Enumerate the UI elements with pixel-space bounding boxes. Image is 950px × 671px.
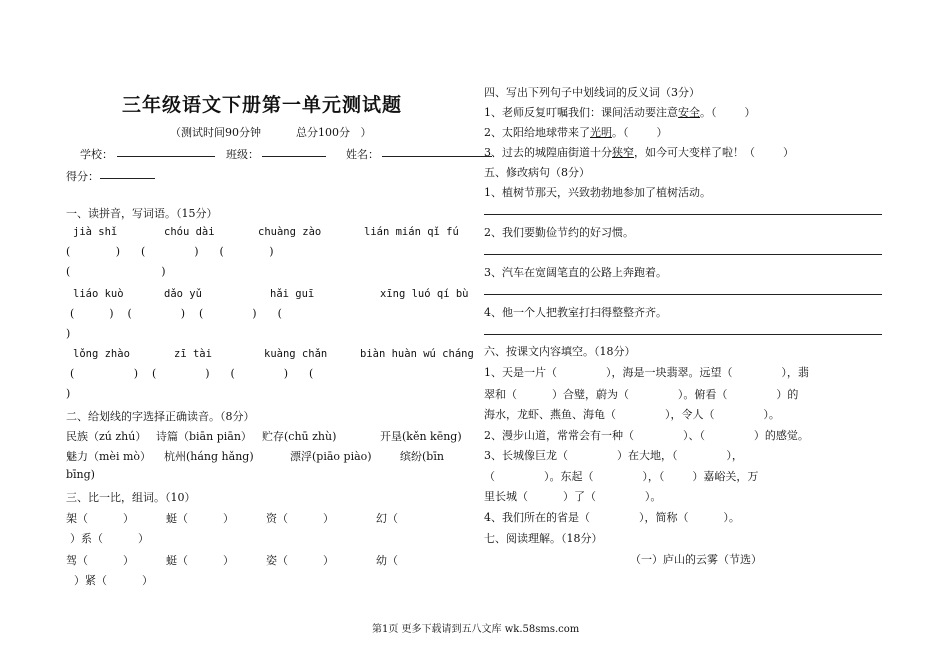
fill-line[interactable]: 3、长城像巨龙（ ）在大地，（ ）， [484,449,743,462]
section-5-header: 五、修改病句（8分） [484,166,590,179]
class-label: 班级： [226,148,259,161]
reading-choice[interactable]: 漂浮(piāo piào) [290,450,372,463]
fill-line[interactable]: 海水，龙虾、燕鱼、海龟（ ），令人（ ）。 [484,408,780,421]
answer-parens[interactable]: ( ) ( ) ( ) ( [70,307,282,320]
answer-parens[interactable]: ) [66,327,71,340]
subtitle: （测试时间90分钟 总分100分 ） [170,126,372,139]
sentence-q3: 3、汽车在宽阔笔直的公路上奔跑着。 [484,266,667,279]
reading-choice[interactable]: 诗篇（biān piān） [156,430,252,443]
reading-choice-cont: bīng) [66,468,95,481]
section-7-header: 七、阅读理解。（18分） [484,532,603,545]
pinyin: lǒng zhào [73,348,130,360]
fill-line[interactable]: 1、天是一片（ ），海是一块翡翠。远望（ ），翡 [484,366,809,379]
word-compare[interactable]: ）系（ ） [70,532,149,545]
answer-line[interactable] [484,294,882,295]
answer-line[interactable] [484,254,882,255]
reading-choice[interactable]: 贮存(chū zhù) [262,430,337,443]
underlined-word: 安全 [678,106,700,119]
school-label: 学校： [80,148,113,161]
fill-line[interactable]: （ ）。东起（ ），（ ）嘉峪关，万 [484,470,759,483]
pinyin: liáo kuò [73,288,124,300]
answer-line[interactable] [484,214,882,215]
fill-line[interactable]: 4、我们所在的省是（ ），简称（ ）。 [484,511,740,524]
page-title: 三年级语文下册第一单元测试题 [122,94,403,116]
section-6-header: 六、按课文内容填空。（18分） [484,345,636,358]
fill-line[interactable]: 2、漫步山道，常常会有一种（ ）、（ ）的感觉。 [484,429,809,442]
section-4-header: 四、写出下列句子中划线词的反义词（3分） [484,86,700,99]
pinyin: dǎo yǔ [164,288,202,300]
score-blank[interactable] [100,178,155,179]
answer-parens[interactable]: ( ) ( ) ( ) [66,245,274,258]
underlined-word: 光明 [590,126,612,139]
answer-parens[interactable]: ) [66,387,71,400]
school-blank[interactable] [117,156,215,157]
pinyin: kuàng chǎn [264,348,328,360]
pinyin: zī tài [174,348,212,360]
pinyin: chuàng zào [258,226,322,238]
pinyin: lián mián qǐ fú [364,226,459,238]
word-compare[interactable]: 幼（ [376,554,398,567]
answer-parens[interactable]: ( ) [66,265,166,278]
word-compare[interactable]: 幻（ [376,512,398,525]
name-label: 姓名： [346,148,379,161]
section-3-header: 三、比一比，组词。（10） [66,491,196,504]
word-compare[interactable]: ）紧（ ） [74,574,153,587]
word-compare[interactable]: 资（ ） [266,512,334,525]
antonym-q1[interactable]: 1、老师反复叮嘱我们：课间活动要注意安全。（ ） [484,106,756,119]
reading-subtitle: （一）庐山的云雾（节选） [630,553,762,566]
antonym-q3[interactable]: 3、过去的城隍庙街道十分狭窄，如今可大变样了啦！（ ） [484,146,794,159]
reading-choice[interactable]: 缤纷(bīn [400,450,444,463]
sentence-q4: 4、他一个人把教室打扫得整整齐齐。 [484,306,667,319]
fill-line[interactable]: 翠和（ ）合璧，蔚为（ ）。俯看（ ）的 [484,388,799,401]
sentence-q1: 1、植树节那天，兴致勃勃地参加了植树活动。 [484,186,711,199]
word-compare[interactable]: 蜓（ ） [166,554,234,567]
name-blank[interactable] [382,156,492,157]
pinyin: xīng luó qí bù [380,288,469,300]
reading-choice[interactable]: 开垦(kěn kēng) [380,430,462,443]
underlined-word: 狭窄 [612,146,634,159]
word-compare[interactable]: 架（ ） [66,512,134,525]
page-footer: 第1页 更多下载请到五八文库 wk.58sms.com [372,624,580,635]
word-compare[interactable]: 驾（ ） [66,554,134,567]
pinyin: chóu dài [164,226,215,238]
fill-line[interactable]: 里长城（ ）了（ ）。 [484,490,662,503]
section-1-header: 一、读拼音，写词语。（15分） [66,207,218,220]
reading-choice[interactable]: 民族（zú zhú） [66,430,147,443]
reading-choice[interactable]: 杭州(háng hǎng) [164,450,254,463]
score-label: 得分： [66,170,99,183]
class-blank[interactable] [262,156,326,157]
answer-parens[interactable]: ( ) ( ) ( ) ( [70,367,314,380]
antonym-q2[interactable]: 2、太阳给地球带来了光明。（ ） [484,126,668,139]
sentence-q2: 2、我们要勤俭节约的好习惯。 [484,226,634,239]
reading-choice[interactable]: 魅力（mèi mò） [66,450,152,463]
pinyin: biàn huàn wú cháng [360,348,474,360]
answer-line[interactable] [484,334,882,335]
pinyin: hǎi guī [270,288,315,300]
section-2-header: 二、给划线的字选择正确读音。（8分） [66,410,255,423]
word-compare[interactable]: 姿（ ） [266,554,334,567]
word-compare[interactable]: 蜓（ ） [166,512,234,525]
pinyin: jià shǐ [73,226,118,238]
